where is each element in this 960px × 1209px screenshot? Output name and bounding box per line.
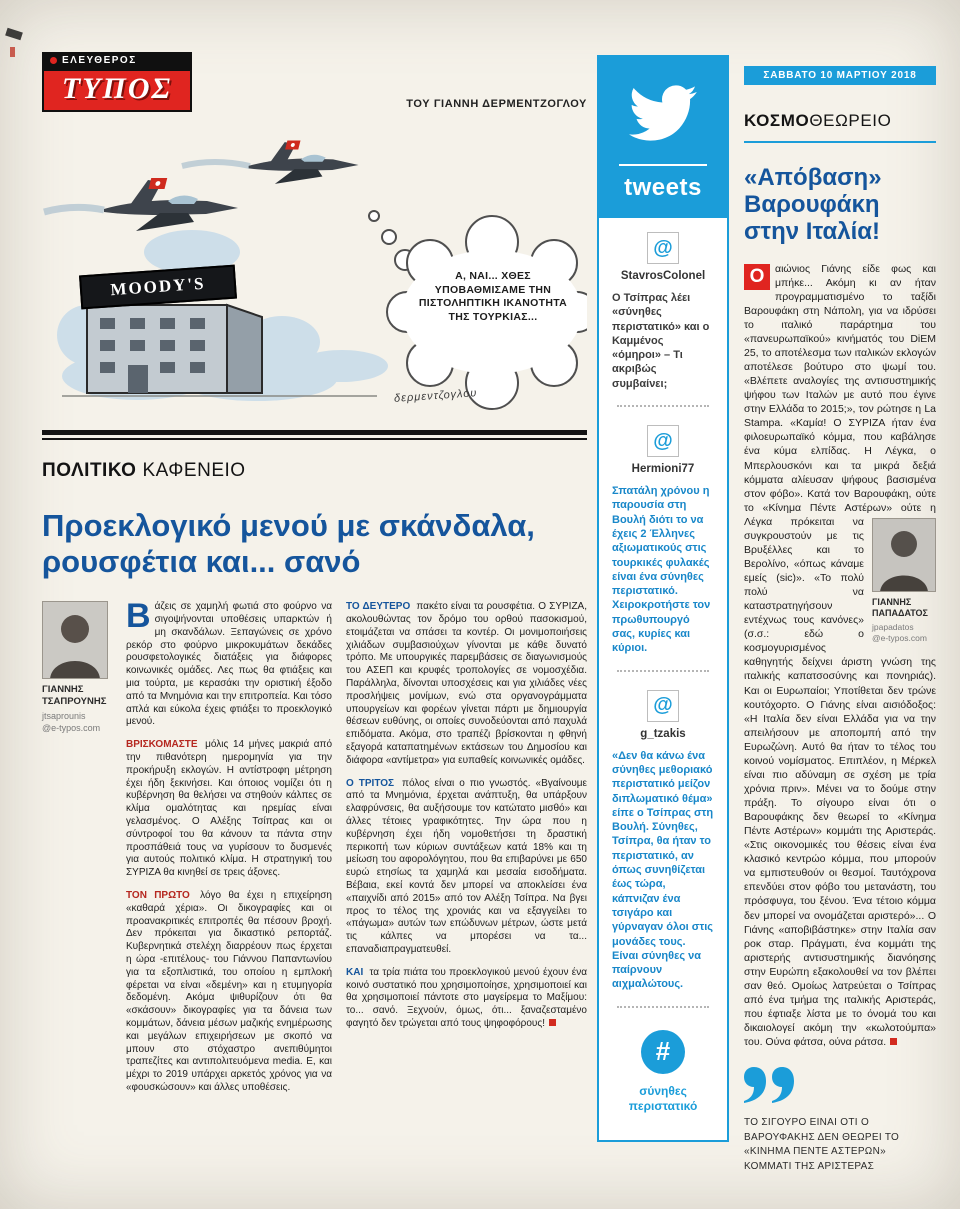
tweet-text: «Δεν θα κάνω ένα σύνηθες μεθοριακό περιστατικό μείζον διπλωματικό θέμα» είπε ο Τσίπρας στη Βουλή. Σύνηθες, Τσίπρα, θα ήταν το περιστατικό, αν όπως συνηθίζεται έως τώρα, κάπνιζαν ένα τσιγάρο και γύρναγαν όλοι στις μονάδες τους. Είναι σύνηθες να παίρνουν αιχμαλώτους. (612, 749, 714, 991)
tweet-separator (617, 405, 709, 407)
pull-quote (744, 1067, 936, 1174)
author-email-user: jtsaprounis (42, 711, 86, 722)
article-column-1 (126, 597, 332, 1104)
cartoon-speech-text: Α, ΝΑΙ... ΧΘΕΣ ΥΠΟΒΑΘΜΙΣΑΜΕ ΤΗΝ ΠΙΣΤΟΛΗΠΤΙΚΗ ΙΚΑΝΟΤΗΤΑ ΤΗΣ ΤΟΥΡΚΙΑΣ... (418, 270, 568, 323)
drop-cap-red: Ο (744, 264, 770, 290)
hashtag-label: σύνηθες περιστατικό (628, 1083, 698, 1113)
article-end-marker (890, 1038, 897, 1045)
masthead-row (42, 48, 587, 112)
editorial-cartoon (42, 120, 587, 420)
author-email-domain: @e-typos.com (872, 633, 927, 644)
tweet-separator (617, 670, 709, 672)
twitter-bird-icon (623, 79, 703, 147)
tweet-handle: Hermioni77 (631, 463, 695, 476)
article-paragraph (126, 890, 332, 1095)
author-name: ΓΙΑΝΝΗΣ ΤΣΑΠΡΟΥΝΗΣ (42, 684, 107, 708)
at-icon (647, 232, 679, 264)
article-paragraph (126, 739, 332, 880)
article-end-marker (549, 1019, 556, 1026)
newspaper-logo (42, 52, 192, 112)
section-title-light: ΚΑΦΕΝΕΙΟ (142, 460, 246, 481)
tweet-item (599, 411, 727, 666)
at-symbol: @ (653, 429, 673, 452)
paragraph-text: τα τρία πιάτα του προεκλογικού μενού έχουν ένα κοινό συστατικό που χρησιμοποίησε, χρησιμοποιεί και θα χρησιμοποιεί πάντοτε στο μαγείρεμα το Μαξίμου: το... σανό. Ξεχνούν, όμως, ότι... ξαναζεσταμένο φαγητό δεν τρώγεται από τους ψηφοφόρους! (346, 966, 587, 1029)
at-symbol: @ (653, 694, 673, 717)
author-email (872, 622, 936, 644)
at-icon (647, 425, 679, 457)
cartoon-credit: ΤΟΥ ΓΙΑΝΝΗ ΔΕΡΜΕΝΤΖΟΓΛΟΥ (406, 98, 587, 110)
tweets-column (597, 55, 729, 1142)
article-paragraph (346, 967, 587, 1031)
tweets-title: tweets (624, 174, 702, 201)
author-name: ΓΙΑΝΝΗΣ ΠΑΠΑΔΑΤΟΣ (872, 596, 928, 618)
cartoon-building-sign: MOODY'S (79, 265, 237, 310)
author-photo (872, 518, 936, 592)
paragraph-lead: ΤΟΝ ΠΡΩΤΟ (126, 890, 190, 902)
right-headline: «Απόβαση» Βαρουφάκη στην Ιταλία! (744, 164, 882, 245)
paragraph-text: πακέτο είναι τα ρουσφέτια. Ο ΣΥΡΙΖΑ, ακολουθώντας τον δρόμο του ορθού πασοκισμού, ετοιμάζεται να σπάσει τα κοντέρ. Οι μονιμοποιήσεις χιλιάδων συμβασιούχων γίνονται με κάθε δυνατό τρόπο. Με υπουργικές παρεμβάσεις σε διαγωνισμούς του ΑΣΕΠ και κρυφές τροπολογίες σε νομοσχέδια. Παράλληλα, δίνονται υποσχέσεις και για χιλιάδες νέες προσλήψεις μονίμων, ενώ στα οργανογράμματα υπουργείων και φορέων γίνεται πάρτι με δημιουργία θέσεων ευθύνης, οι οποίες συνοδεύονται από παχυλά επιδόματα. Ακόμα, στο τραπέζι βρίσκονται η φθηνή εξαγορά καταπατημένων εκτάσεων του Δημοσίου και διάφορα «αντίμετρα» για ευπαθείς κοινωνικές ομάδες. (346, 601, 587, 766)
right-article-text-1: αιώνιος Γιάνης είδε φως και μπήκε... Ακόμη κι αν ήταν προγραμματισμένο το ταξίδι Βαρουφάκη στη Νάπολη, για να ιδρύσει το ιταλικό παράρτημα του «πανευρωπαϊκού» κινήματός του DiEM 25, το αποτέλεσμα των ιταλικών εκλογών αποτέλεσε βούτυρο στο ψωμί του. «Βλέπετε αναλογίες της αντισυστημικής ψήφου των Ιταλών με αυτό που έγινε στην Ελλάδα το 2015;», τον ρώτησε η La Stampa. «Καμία! Ο ΣΥΡΙΖΑ ήταν ένα φιλοευρωπαϊκό κόμμα, που καβάλησε ένα κύμα ελπίδας. Η Λέγκα, ο Μπερλουσκόνι και τα μικρά δεξιά κόμματα αλίευσαν ψήφους βασισμένα στον φόβο». Κατά τον Βαρουφάκη, ούτε το «Κίνημα Πέντε Αστέρων» ούτε η Λέγκα πρόκειται (744, 262, 936, 528)
tweets-header (599, 57, 727, 218)
tweet-handle: g_tzakis (640, 727, 686, 740)
paragraph-lead: ΚΑΙ (346, 966, 364, 978)
right-article-text-2: να συγκρουστούν με τις Βρυξέλλες και το Βερολίνο, «όπως κάναμε εμείς (sic)». «Το πολύ πολύ να καταστρατηγήσουν εντέχνως τους κανόνες» (σ.σ.: εδώ ο κοσμογυρισμένος καθηγητής δείχνει άριστη γνώση της ιταλικής καπατσοσύνης και πονηριάς). Και οι Ευρωπαίοι; Υποτίθεται δεν τρώνε κουτόχορτο. Ο Γιάνης είναι αισιόδοξος: «Η Ιταλία δεν είναι Ελλάδα για να την απειλήσουν με αποπομπή από την Ευρωζώνη. Αυτό θα ήταν το τέλος του κοινού νομίσματος. Επιπλέον, η Μέρκελ είναι πιο αδύναμη σε σχέση με τρία χρόνια πριν». Μένει να το δούμε στην πράξη. Το σίγουρο είναι ότι ο Βαρουφάκης δεν θεωρεί το «Κίνημα Πέντε Αστέρων» κομμάτι της Αριστεράς. «Στις οικονομικές του θέσεις είναι ένα κλασικό κεντρώο κόμμα, που μπορούν να εμπιστευθούν οι θεσμοί. Ταυτόχρονα επενδύει στον φόβο του μετανάστη, του πρόσφυγα, του ξένου. Ένα τέτοιο κόμμα δεν μπορεί να ονομάζεται αριστερό»... Ο Γιάνης «αποβιβάστηκε» στην Ιταλία σαν ροκ σταρ. Πράγματι, ένα κομμάτι της αριστερής αντισυστημικής διανόησης στην Ευρώπη εξακολουθεί να τον βλέπει σαν θεό. Ομοίως λατρεύεται ο Τσίπρας από ένα τμήμα της ιταλικής Αριστεράς, που έφτιαξε λίστα με το όνομά του και δικαιολογεί ακόμη την «κωλοτούμπα» του. Ούνα φάτσα, ούνα ράτσα. (744, 515, 936, 1049)
paragraph-lead: ΤΟ ΔΕΥΤΕΡΟ (346, 601, 411, 613)
tweets-rule (619, 164, 706, 166)
article-paragraph (126, 597, 332, 729)
quote-icon (744, 1067, 798, 1103)
section-title-kosmotheorio (744, 111, 936, 143)
paragraph-text: λόγο θα έχει η επιχείρηση «καθαρά χέρια». Οι δικογραφίες και οι προανακριτικές επιτροπές θα πέσουν βροχή. Δεν πρόκειται για δικαστικό ρεπορτάζ. Κυβερνητικά στελέχη διαρρέουν πως έρχεται η ώρα -επιτέλους- του Γιάννου Παπαντωνίου για τα εξοπλιστικά, του οποίου η εμπλοκή φέρεται να είναι «δεμένη» και η ετυμηγορία δεδομένη. Ακόμα ψιθυρίζουν ότι θα «σκάσουν» δικογραφίες για τα δάνεια των κομμάτων, δάνεια μέσων μαζικής ενημέρωσης και μεγάλων επιχειρήσεων με σκοπό να μπουν στο στόχαστρο ανεπιθύμητοι τραπεζίτες και αντιπολιτευόμενα media. Ε, και μέχρι το 2019 υπάρχει αρκετός χρόνος για να «φουσκώσουν» και άλλες υποθέσεις. (126, 890, 332, 1093)
article-paragraph (346, 601, 587, 767)
logo-dot-icon (50, 57, 57, 64)
author-photo (42, 601, 112, 679)
main-headline: Προεκλογικό μενού με σκάνδαλα, ρουσφέτια και... σανό (42, 508, 535, 579)
article-paragraph (346, 778, 587, 957)
tweet-text: Σπατάλη χρόνου η παρουσία στη Βουλή διότι το να έχεις 2 Έλληνες αξιωματικούς στις τουρκικές φυλακές είναι ένα σύνηθες περιστατικό. Χειροκροτήστε τον πρωθυπουργό σας, κυρίες και κύριοι. (612, 485, 711, 655)
fighter-jet-icon (249, 140, 359, 183)
divider-rule-thin (42, 438, 587, 440)
tweet-item (599, 676, 727, 1002)
author-box (42, 601, 112, 1104)
tweet-handle: StavrosColonel (620, 270, 706, 282)
logo-kicker: ΕΛΕΥΘΕΡΟΣ (62, 55, 137, 66)
at-icon (647, 690, 679, 722)
section-title-bold: ΚΟΣΜΟ (744, 111, 810, 130)
drop-cap: Β (126, 597, 151, 636)
paragraph-lead: ΒΡΙΣΚΟΜΑΣΤΕ (126, 739, 198, 751)
tweet-separator (617, 1006, 709, 1008)
right-column (744, 66, 936, 1174)
tweet-item (599, 218, 727, 401)
scan-mark (5, 28, 23, 41)
author-box (872, 518, 936, 645)
divider-rule-thick (42, 430, 587, 435)
left-column (42, 48, 587, 1105)
section-title-light: ΘΕΩΡΕΙΟ (809, 111, 892, 130)
section-title-bold: ΠΟΛΙΤΙΚΟ (42, 460, 137, 481)
author-email-user: jpapadatos (872, 622, 914, 633)
tweet-text: Ο Τσίπρας λέει «σύνηθες περιστατικό» και ο Καμμένος «όμηροι» – Τι ακριβώς συμβαίνει; (612, 292, 710, 390)
logo-title: ΤΥΠΟΣ (42, 69, 192, 112)
paragraph-text: μόλις 14 μήνες μακριά από την πιθανότερη ημερομηνία για την προκήρυξη εκλογών. Η αντίστροφη μέτρηση έχει ήδη ξεκινήσει. Και όποιος νομίζει ότι η κυβέρνηση θα θελήσει να στηθούν κάλπες σε κλίμα ομαλότητας και ηρεμίας είναι γελασμένος. Ο Αλέξης Τσίπρας και οι σύντροφοί του θα κάνουν τα πάντα στην προσπάθειά τους να γυρίσουν το δυσμενές για αυτούς πολιτικό κλίμα. Η στρατηγική του ΣΥΡΙΖΑ θα κινηθεί σε τρεις άξονες. (126, 739, 332, 879)
hashtag-icon: # (641, 1030, 685, 1074)
date-bar: ΣΑΒΒΑΤΟ 10 ΜΑΡΤΙΟΥ 2018 (744, 66, 936, 85)
contrail (44, 207, 104, 212)
main-article-body (42, 597, 588, 1104)
fighter-jet-icon (104, 178, 238, 231)
author-email-domain: @e-typos.com (42, 722, 101, 733)
at-symbol: @ (653, 236, 673, 259)
article-column-2 (346, 601, 587, 1104)
section-title-politiko-kafeneio (42, 460, 587, 482)
logo-kicker-bar (42, 52, 192, 69)
pull-quote-text: ΤΟ ΣΙΓΟΥΡΟ ΕΙΝΑΙ ΟΤΙ Ο ΒΑΡΟΥΦΑΚΗΣ ΔΕΝ ΘΕΩΡΕΙ ΤΟ «ΚΙΝΗΜΑ ΠΕΝΤΕ ΑΣΤΕΡΩΝ» ΚΟΜΜΑΤΙ ΤΗΣ ΑΡΙΣΤΕΡΑΣ (744, 1117, 900, 1172)
author-email (42, 711, 112, 734)
cartoonist-signature: δερμεντζογλου (393, 387, 478, 405)
paragraph-text: άζεις σε χαμηλή φωτιά στο φούρνο να σιγοψήνονται υποθέσεις υπαρκτών ή μη σκανδάλων. Ξεπαγώνεις σε χρόνο ρεκόρ στο φούρνο μικροκυμάτων δεκάδες ρουσφετολογικές διατάξεις για διάφορες κοινωνικές ομάδες. Λες πως θα φτιάξεις και μια τούρτα, με κερασάκι την οριστική έξοδο από τα Μνημόνια και την επιτροπεία. Και τόσο απλά και εύκολα έχεις φτιάξει το προεκλογικό μενού. (126, 601, 332, 728)
scan-mark (10, 47, 15, 57)
hashtag-block (599, 1012, 727, 1114)
contrail (182, 162, 250, 166)
paragraph-lead: Ο ΤΡΙΤΟΣ (346, 777, 395, 789)
right-article-body (744, 262, 936, 1050)
paragraph-text: πόλος είναι ο πιο γνωστός. «Βγαίνουμε από τα Μνημόνια, έρχεται ανάπτυξη, θα υπάρξουν ελαφρύνσεις, θα αυξήσουμε τον κατώτατο μισθό» και άλλες τέτοιες γραφικότητες. Την ώρα που η κυβέρνηση έχει ήδη νομοθετήσει τη δραστική περικοπή των κύριων συντάξεων κατά 18% και τη μείωση του αφορολόγητου, που θα επιβαρύνει με 650 ευρώ ετησίως τα χαμηλά και μεσαία εισοδήματα. Βέβαια, εκεί κοντά δεν μπορεί να αποκλείσει ένα «παιχνίδι από 2015» από τον Αλέξη Τσίπρα. Να βγει προς το τέλος της χρονιάς και να εξαγγείλει το «πάγωμα» αυτών των επώδυνων μέτρων, ώστε μετά τις κάλπες να μπορέσει να τα... επαναδιαπραγματευθεί. (346, 777, 588, 955)
